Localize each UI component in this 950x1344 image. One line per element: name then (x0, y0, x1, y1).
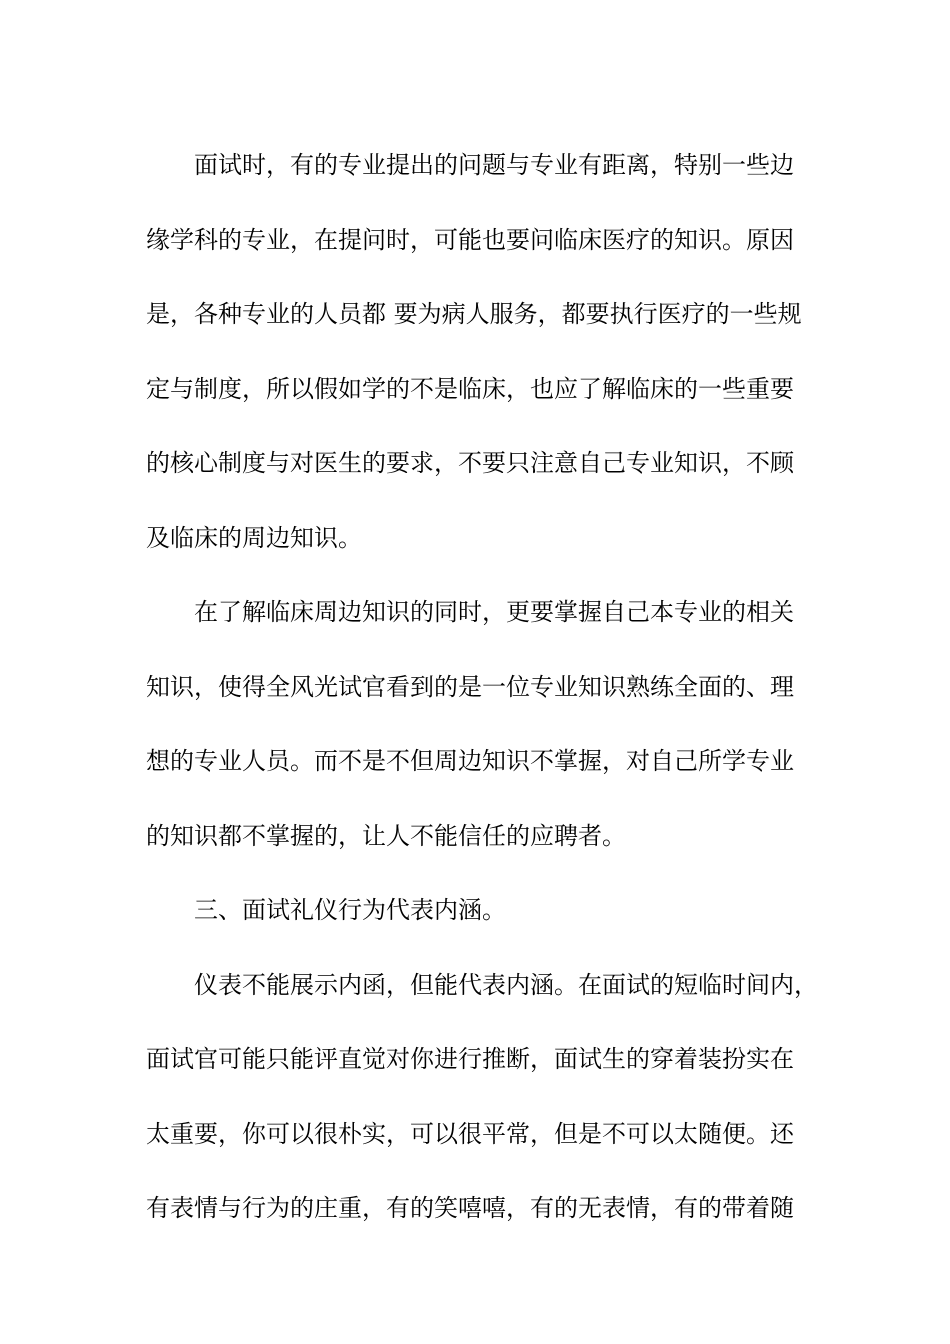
text-line: 想的专业人员。而不是不但周边知识不掌握，对自己所学专业 (146, 747, 794, 775)
text-line: 缘学科的专业，在提问时，可能也要问临床医疗的知识。原因 (146, 225, 794, 254)
text-line: 及临床的周边知识。 (146, 523, 362, 552)
document-body (146, 128, 836, 1246)
text-line: 是，各种专业的人员都 要为病人服务，都要执行医疗的一些规 (146, 300, 802, 328)
text-line: 定与制度，所以假如学的不是临床，也应了解临床的一些重要 (146, 374, 794, 403)
text-line: 太重要，你可以很朴实，可以很平常，但是不可以太随便。还 (146, 1119, 794, 1148)
text-line: 的核心制度与对医生的要求，不要只注意自己专业知识，不顾 (146, 449, 794, 477)
text-line: 面试官可能只能评直觉对你进行推断，面试生的穿着装扮实在 (146, 1045, 794, 1073)
text-line: 面试时，有的专业提出的问题与专业有距离，特别一些边 (194, 151, 794, 179)
section-heading: 三、面试礼仪行为代表内涵。 (194, 896, 506, 924)
text-line: 的知识都不掌握的，让人不能信任的应聘者。 (146, 821, 626, 850)
text-line: 仪表不能展示内函，但能代表内涵。在面试的短临时间内， (194, 970, 818, 999)
text-line: 知识，使得全风光试官看到的是一位专业知识熟练全面的、理 (146, 672, 794, 701)
text-line: 有表情与行为的庄重，有的笑嘻嘻，有的无表情，有的带着随 (146, 1194, 794, 1222)
text-line: 在了解临床周边知识的同时，更要掌握自己本专业的相关 (194, 598, 794, 626)
